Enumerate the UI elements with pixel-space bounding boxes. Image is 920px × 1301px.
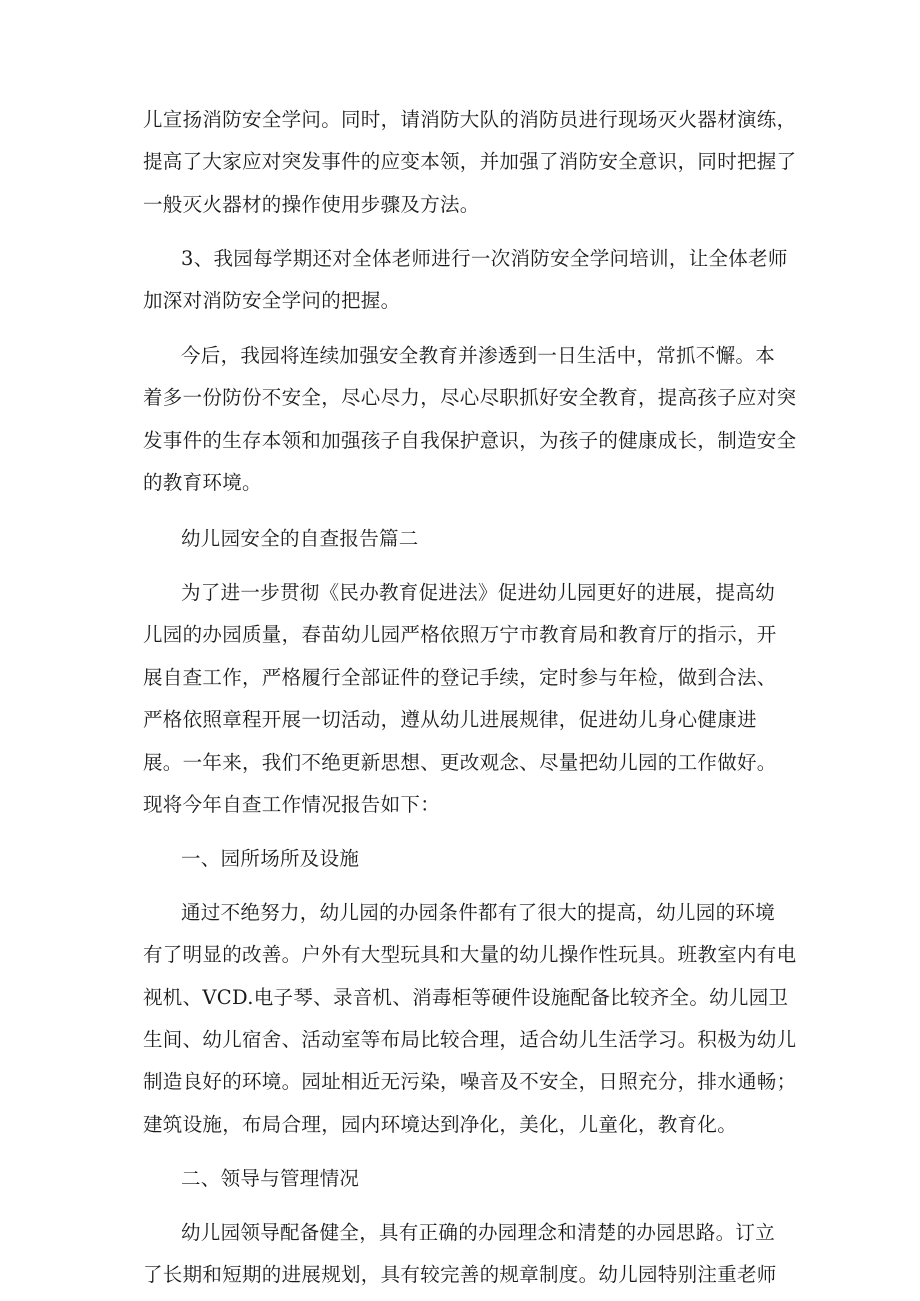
text-line: 现将今年自查工作情况报告如下： [143,792,441,816]
text-line: 加深对消防安全学问的把握。 [143,289,401,313]
text-line: 展。一年来，我们不绝更新思想、更改观念、尽量把幼儿园的工作做好。 [143,750,777,774]
text-line: 严格依照章程开展一切活动，遵从幼儿进展规律，促进幼儿身心健康进 [143,708,757,732]
text-line: 今后，我园将连续加强安全教育并渗透到一日生活中，常抓不懈。本 [181,344,776,367]
text-line: 一般灭火器材的操作使用步骤及方法。 [143,192,480,216]
text-line: 发事件的生存本领和加强孩子自我保护意识，为孩子的健康成长，制造安全 [143,428,797,452]
text-line: 提高了大家应对突发事件的应变本领，并加强了消防安全意识，同时把握了 [143,150,797,174]
heading-text: 一、园所场所及设施 [181,846,360,870]
text-line: 通过不绝努力，幼儿园的办园条件都有了很大的提高，幼儿园的环境 [181,900,776,924]
text-line: 儿园的办园质量，春苗幼儿园严格依照万宁市教育局和教育厅的指示，开 [143,623,777,647]
text-line: 的教育环境。 [143,471,262,495]
text-line: 幼儿园领导配备健全，具有正确的办园理念和清楚的办园思路。订立 [181,1220,776,1244]
text-line: 建筑设施，布局合理，园内环境达到净化，美化，儿童化，教育化。 [143,1112,738,1136]
text-line: 儿宣扬消防安全学问。同时，请消防大队的消防员进行现场灭火器材演练， [143,108,797,131]
text-line: 3、我园每学期还对全体老师进行一次消防安全学问培训，让全体老师 [181,246,788,270]
text-line: 生间、幼儿宿舍、活动室等布局比较合理，适合幼儿生活学习。积极为幼儿 [143,1028,797,1051]
text-line: 展自查工作，严格履行全部证件的登记手续，定时参与年检，做到合法、 [143,665,777,689]
text-line: 制造良好的环境。园址相近无污染，噪音及不安全，日照充分，排水通畅； [143,1070,797,1094]
text-line: 着多一份防份不安全，尽心尽力，尽心尽职抓好安全教育，提高孩子应对突 [143,386,797,410]
heading-text: 二、领导与管理情况 [181,1166,360,1190]
text-line: 视机、VCD.电子琴、录音机、消毒柜等硬件设施配备比较齐全。幼儿园卫 [143,985,789,1009]
heading-text: 幼儿园安全的自查报告篇二 [181,527,419,550]
text-line: 有了明显的改善。户外有大型玩具和大量的幼儿操作性玩具。班教室内有电 [143,943,797,967]
text-line: 了长期和短期的进展规划，具有较完善的规章制度。幼儿园特别注重老师 [143,1263,777,1286]
text-line: 为了进一步贯彻《民办教育促进法》促进幼儿园更好的进展，提高幼 [181,581,776,604]
